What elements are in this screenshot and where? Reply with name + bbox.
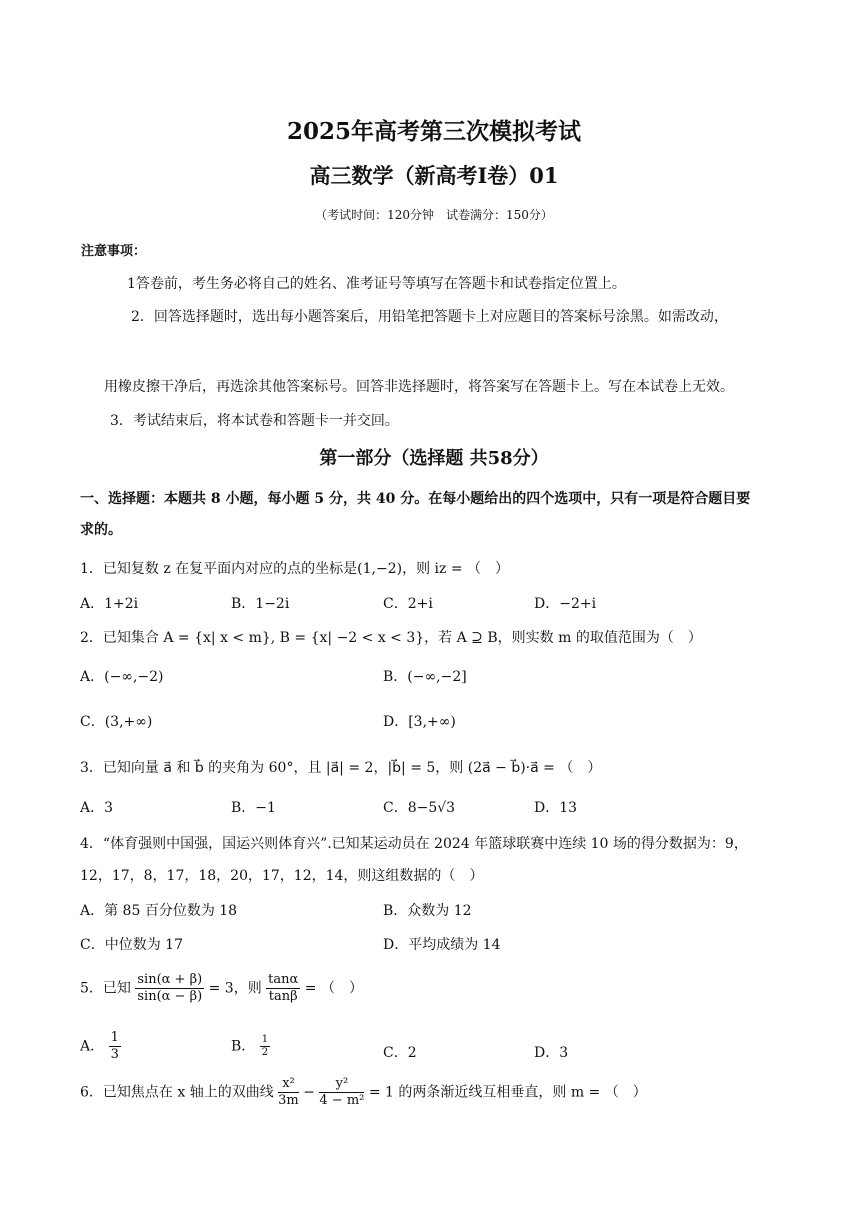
question-5-option-b-numerator: 1 [261, 1034, 269, 1045]
question-4-stem-line2: 12，17，8，17，18，20，17，12，14，则这组数据的（ ） [80, 868, 484, 884]
question-5-option-b-label: B． [231, 1038, 256, 1055]
exam-subtitle: 高三数学（新高考I卷）01 [309, 163, 559, 188]
question-3-option-d: D．13 [534, 800, 578, 816]
section-instruction-line2: 求的。 [80, 522, 122, 538]
question-4-stem-line1: 4．“体育强则中国强，国运兴则体育兴”.已知某运动员在 2024 年篮球联赛中连续 10 场的得分数据为：9， [80, 836, 748, 852]
question-4-option-d: D．平均成绩为 14 [383, 937, 501, 953]
question-3-option-b: B．−1 [231, 800, 276, 816]
question-6-fraction-x [278, 1076, 299, 1109]
question-5-option-d: D．3 [534, 1045, 569, 1061]
question-5-fraction-tan-numerator: tanα [268, 972, 299, 987]
question-2-stem: 2．已知集合 A = {x| x < m}, B = {x| −2 < x < 3}，若 A ⊇ B，则实数 m 的取值范围为（ ） [80, 630, 702, 646]
question-6-suffix: = 1 的两条渐近线互相垂直，则 m = （ ） [368, 1084, 647, 1101]
question-5-prefix: 5．已知 [80, 980, 131, 997]
exam-title: 2025年高考第三次模拟考试 [286, 118, 581, 145]
question-5-option-a-fraction [109, 1030, 121, 1063]
question-5-option-a-numerator: 1 [110, 1030, 119, 1045]
notice-item-2: 2．回答选择题时，选出每小题答案后，用铅笔把答题卡上对应题目的答案标号涂黑。如需改动， [131, 309, 728, 325]
question-5-option-b-denominator: 2 [261, 1047, 269, 1058]
question-6-fraction-x-numerator: x² [278, 1076, 299, 1093]
question-6-fraction-y-numerator: y² [319, 1076, 364, 1093]
notice-item-2-continued: 用橡皮擦干净后，再选涂其他答案标号。回答非选择题时，将答案写在答题卡上。写在本试卷上无效。 [104, 379, 734, 395]
question-4-option-b: B．众数为 12 [383, 903, 472, 919]
question-6-fraction-y-denominator: 4 − m² [319, 1093, 365, 1108]
question-4-option-a: A．第 85 百分位数为 18 [80, 903, 238, 919]
notice-item-3: 3．考试结束后，将本试卷和答题卡一并交回。 [110, 413, 399, 429]
question-6-prefix: 6．已知焦点在 x 轴上的双曲线 [80, 1084, 274, 1101]
question-1-option-b: B．1−2i [231, 596, 290, 612]
question-5-option-a-denominator: 3 [110, 1047, 119, 1062]
question-1-option-c: C．2+i [383, 596, 433, 612]
question-6-fraction-y [319, 1076, 364, 1109]
question-5-fraction-sin-numerator: sin(α + β) [137, 972, 203, 987]
question-5-option-a-label: A． [80, 1038, 105, 1055]
question-1-option-a: A．1+2i [80, 596, 139, 612]
question-5-option-b-fraction [260, 1034, 270, 1059]
question-5-suffix: = （ ） [304, 980, 363, 997]
question-5-option-c: C．2 [383, 1045, 417, 1061]
question-3-option-c: C．8−5√3 [383, 800, 456, 816]
section-instruction-line1: 一、选择题：本题共 8 小题，每小题 5 分，共 40 分。在每小题给出的四个选项中，只有一项是符合题目要 [80, 491, 751, 507]
question-5-fraction-sin-denominator: sin(α − β) [137, 989, 203, 1004]
notice-item-1: 1答卷前，考生务必将自己的姓名、准考证号等填写在答题卡和试卷指定位置上。 [127, 276, 626, 292]
question-2-option-c: C．(3,+∞) [80, 714, 153, 730]
question-6-stem [80, 1076, 647, 1109]
question-4-option-c: C．中位数为 17 [80, 937, 183, 953]
question-5-option-b [231, 1034, 270, 1059]
question-5-fraction-sin [135, 972, 204, 1005]
question-3-option-a: A．3 [80, 800, 114, 816]
exam-time-info: （考试时间：120分钟 试卷满分：150分） [315, 208, 553, 222]
question-2-option-d: D．[3,+∞) [383, 714, 456, 730]
notice-heading: 注意事项： [81, 244, 147, 259]
question-5-mid: = 3，则 [208, 980, 262, 997]
part1-heading: 第一部分（选择题 共58分） [319, 448, 549, 469]
question-5-option-a [80, 1030, 121, 1063]
question-3-stem: 3．已知向量 a⃗ 和 b⃗ 的夹角为 60°，且 |a⃗| = 2，|b⃗| = 5，则 (2a⃗ − b⃗)·a⃗ = （ ） [80, 760, 602, 776]
question-6-fraction-x-denominator: 3m [278, 1093, 299, 1108]
question-2-option-b: B．(−∞,−2] [383, 669, 467, 685]
question-5-stem [80, 972, 363, 1005]
question-6-minus: − [303, 1084, 315, 1101]
question-1-stem: 1．已知复数 z 在复平面内对应的点的坐标是(1,−2)，则 iz = （ ） [80, 561, 510, 577]
question-1-option-d: D．−2+i [534, 596, 597, 612]
question-5-fraction-tan [266, 972, 300, 1005]
question-2-option-a: A．(−∞,−2) [80, 669, 164, 685]
question-5-fraction-tan-denominator: tanβ [268, 989, 298, 1004]
